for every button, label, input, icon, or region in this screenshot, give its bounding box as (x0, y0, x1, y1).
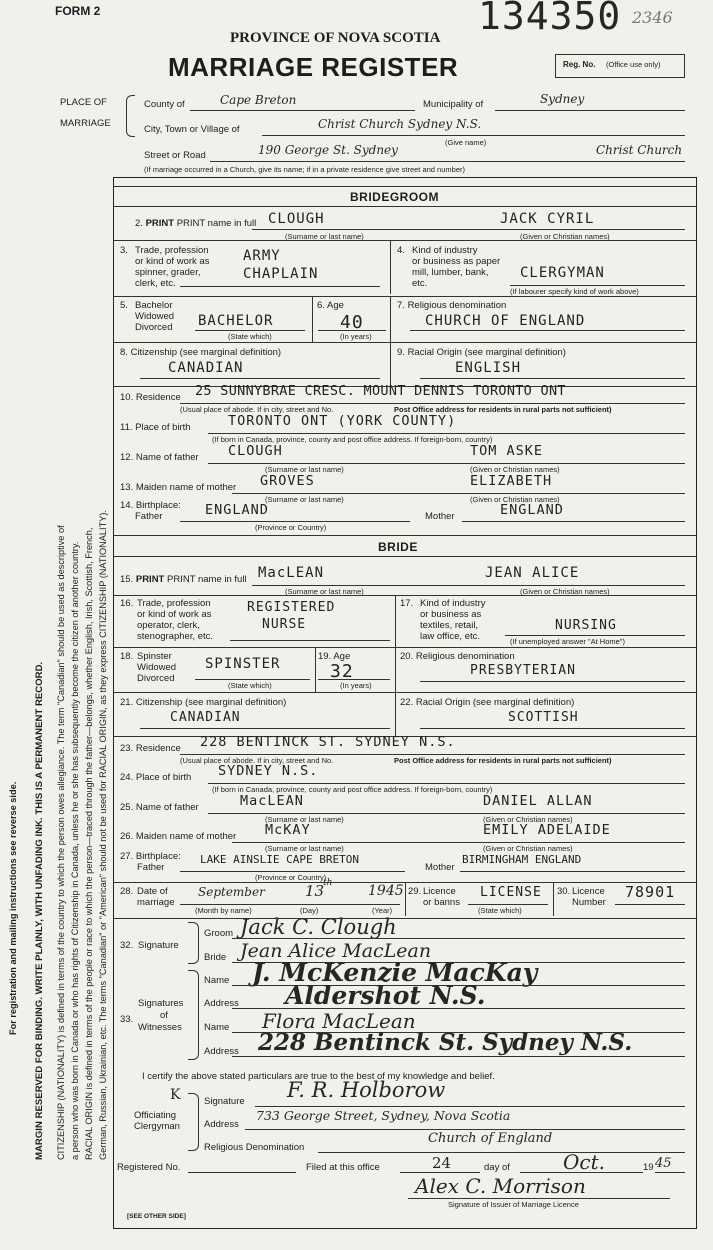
bride-name-label: PRINT name in full (167, 574, 247, 585)
issuer-caption: Signature of Issuer of Marriage Licence (448, 1200, 579, 1209)
groom-mother-bp-line (462, 521, 685, 522)
bride-heading-top-rule (113, 535, 697, 536)
groom-age-caption: (In years) (340, 332, 372, 341)
street-label: Street or Road (144, 150, 206, 161)
groom-racial-origin: ENGLISH (455, 360, 522, 376)
form-label: FORM 2 (55, 4, 101, 18)
groom-age-label: Age (327, 300, 344, 311)
groom-industry-caption: (If labourer specify kind of work above) (510, 287, 639, 296)
groom-trade-label-3: spinner, grader, (135, 267, 201, 278)
groom-mother-given-caption: (Given or Christian names) (470, 495, 560, 504)
groom-given-caption: (Given or Christian names) (520, 232, 610, 241)
bride-status-line (195, 679, 310, 680)
county-line (190, 110, 415, 111)
day-caption: (Day) (300, 906, 319, 915)
bride-industry-label-1: Kind of industry (420, 598, 486, 609)
give-name-caption: (Give name) (445, 138, 487, 147)
groom-industry-label-4: etc. (412, 278, 428, 289)
bride-residence: 228 BENTINCK ST. SYDNEY N.S. (200, 734, 456, 750)
county-label: County of (144, 99, 185, 110)
witness-2-address: 228 Bentinck St. Sydney N.S. (258, 1029, 633, 1056)
bride-trade-1: REGISTERED (247, 600, 336, 615)
filed-year-suffix: 45 (655, 1156, 672, 1171)
bride-trade-label-2: or kind of work as (137, 609, 212, 620)
county-value: Cape Breton (220, 93, 297, 107)
bride-row21-divider (395, 692, 396, 736)
filed-month: Oct. (563, 1150, 605, 1174)
issuer-signature-line (408, 1198, 670, 1199)
bride-birthplace-line (208, 783, 685, 784)
municipality-line (495, 110, 685, 111)
groom-status-label-2: Widowed (135, 311, 175, 322)
clergy-brace (188, 1093, 199, 1151)
groom-industry-label-2: or business as paper (412, 256, 501, 267)
year-caption: (Year) (372, 906, 393, 915)
groom-industry: CLERGYMAN (520, 265, 605, 281)
groom-father-bp-line (180, 521, 410, 522)
licence-type: LICENSE (480, 885, 542, 900)
bride-birthplace-label: Place of birth (135, 772, 192, 783)
bride-father-given-caption: (Given or Christian names) (483, 815, 573, 824)
bride-father-line (208, 813, 685, 814)
w2-name-label: Name (204, 1022, 230, 1033)
filed-day: 24 (432, 1154, 452, 1172)
bride-mother-label: Maiden name of mother (135, 831, 237, 842)
licence-label-2: or banns (423, 897, 460, 908)
bride-mother-given-caption: (Given or Christian names) (483, 844, 573, 853)
bride-province-caption: (Province or Country) (255, 873, 327, 882)
marriage-month: September (198, 885, 265, 899)
groom-residence-caption-2: Post Office address for residents in rural parts not sufficient) (394, 405, 612, 414)
see-other-side: [SEE OTHER SIDE] (127, 1213, 186, 1220)
groom-religion-line (410, 330, 685, 331)
bride-industry-caption: (If unemployed answer "At Home") (510, 637, 625, 646)
reg-no-box (555, 54, 685, 78)
groom-residence-caption-1: (Usual place of abode. If in city, street and No. (180, 405, 334, 414)
marriage-day-suffix: th (323, 878, 333, 888)
side-citizenship-def-2: a person who was born in Canada or who has rights of Citizenship in Canada, unless he or she has subsequently become the citizen of another country. (70, 541, 80, 1160)
groom-signature-line (232, 938, 685, 939)
groom-mother-surname-caption: (Surname or last name) (265, 495, 344, 504)
groom-status-line (195, 330, 305, 331)
place-label-2: MARRIAGE (60, 118, 111, 129)
bride-citizenship: CANADIAN (170, 710, 241, 725)
bride-industry-line (505, 635, 685, 636)
groom-status: BACHELOR (198, 313, 274, 329)
groom-citizenship-label: Citizenship (see marginal definition) (130, 347, 282, 358)
bride-birthplace-caption: (If born in Canada, province, county and post office address. If foreign-born, country) (212, 785, 493, 794)
bride-age-label: Age (333, 651, 351, 662)
groom-citizenship-line (140, 378, 380, 379)
bride-row18-divider-2 (395, 647, 396, 692)
groom-print-label-strong: PRINT (145, 218, 175, 229)
groom-father-given: TOM ASKE (470, 443, 544, 459)
bride-residence-label: Residence (135, 743, 181, 754)
licence-no-label-1: Licence (572, 886, 605, 897)
witness-2-name: Flora MacLean (262, 1009, 416, 1033)
groom-mother-given: ELIZABETH (470, 473, 553, 489)
bride-trade-label-4: stenographer, etc. (137, 631, 214, 642)
year-prefix: 19 (643, 1162, 654, 1173)
clergy-address: 733 George Street, Sydney, Nova Scotia (256, 1108, 511, 1123)
page-title: MARRIAGE REGISTER (168, 52, 459, 82)
bride-trade-2: NURSE (262, 617, 307, 632)
groom-age: 40 (340, 312, 364, 333)
bride-father-surname: MacLEAN (240, 793, 304, 809)
clergy-address-label: Address (204, 1119, 239, 1130)
bride-industry-label-2: or business as (420, 609, 482, 620)
city-line (262, 135, 685, 136)
bride-racial-line (420, 728, 685, 729)
street-line (210, 161, 685, 162)
bridegroom-heading-bottom-rule (113, 206, 697, 207)
bride-mother-surname: McKAY (265, 822, 311, 838)
bride-father-bp-line (180, 871, 405, 872)
groom-name-line (252, 229, 685, 230)
bride-surname: MacLEAN (258, 565, 325, 581)
groom-status-caption: (State which) (228, 332, 272, 341)
bride-status-label-2: Widowed (137, 662, 177, 673)
church-value: Christ Church (596, 143, 683, 157)
rule-after-28 (113, 918, 697, 919)
date-label-1: Date of (137, 886, 168, 897)
bride-racial-label: Racial Origin (see marginal definition) (415, 697, 575, 708)
reg-no-note: (Office use only) (606, 60, 661, 69)
groom-industry-line (510, 285, 685, 286)
bride-status-caption: (State which) (228, 681, 272, 690)
groom-residence-line (180, 403, 685, 404)
row28-divider-2 (553, 882, 554, 916)
groom-trade-label-1: Trade, profession (135, 245, 209, 256)
clergy-denomination-label: Religious Denomination (204, 1142, 305, 1153)
groom-signature: Jack C. Clough (240, 915, 397, 939)
bride-trade-label-1: Trade, profession (137, 598, 211, 609)
groom-father-surname: CLOUGH (228, 443, 283, 459)
bride-age: 32 (330, 661, 354, 682)
groom-trade-label-2: or kind of work as (135, 256, 210, 267)
groom-birthplace: TORONTO ONT (YORK COUNTY) (228, 413, 457, 429)
signature-brace (188, 922, 199, 964)
clergy-address-line (245, 1129, 685, 1130)
groom-status-label-3: Divorced (135, 322, 173, 333)
groom-birthplace-parents-label: Birthplace: (135, 500, 181, 511)
clergy-denomination: Church of England (428, 1131, 553, 1146)
bride-industry-label-4: law office, etc. (420, 631, 481, 642)
witnesses-label-2: of (160, 1010, 168, 1021)
bride-residence-caption-2: Post Office address for residents in rural parts not sufficient) (394, 756, 612, 765)
bride-mother-surname-caption: (Surname or last name) (265, 844, 344, 853)
registration-number-handwritten: 134350 (478, 0, 622, 38)
clergy-denomination-line (318, 1152, 685, 1153)
groom-mother-surname: GROVES (260, 473, 315, 489)
bride-mother-line (232, 842, 685, 843)
bride-father-birthplace: LAKE AINSLIE CAPE BRETON (200, 853, 359, 866)
groom-province-caption: (Province or Country) (255, 523, 327, 532)
licence-number: 78901 (625, 883, 676, 901)
municipality-label: Municipality of (423, 99, 484, 110)
street-value: 190 George St. Sydney (258, 143, 398, 157)
licence-no-label-2: Number (572, 897, 606, 908)
filed-year-line (655, 1172, 685, 1173)
certify-statement: I certify the above stated particulars are true to the best of my knowledge and belief. (142, 1071, 495, 1082)
witnesses-brace (188, 970, 199, 1060)
w1-name-label: Name (204, 975, 230, 986)
bride-age-caption: (In years) (340, 681, 372, 690)
municipality-value: Sydney (540, 92, 585, 106)
bride-racial-origin: SCOTTISH (508, 710, 579, 725)
bride-print-label-strong: PRINT (135, 574, 165, 585)
bride-given-caption: (Given or Christian names) (520, 587, 610, 596)
bride-trade-line (230, 640, 390, 641)
groom-row8-divider (390, 342, 391, 386)
clergy-label-1: Officiating (134, 1110, 177, 1121)
bride-religion-line (420, 681, 685, 682)
registered-no-label: Registered No. (117, 1162, 181, 1173)
bride-status-label-1: Spinster (137, 651, 172, 662)
licence-number-line (615, 904, 685, 905)
province-heading: PROVINCE OF NOVA SCOTIA (230, 30, 441, 46)
rule-after-18 (113, 692, 697, 693)
w1-address-label: Address (204, 998, 239, 1009)
bride-age-line (318, 679, 390, 680)
bridegroom-heading: BRIDEGROOM (350, 190, 439, 204)
groom-mother-line (232, 493, 685, 494)
side-instructions: For registration and mailing instructions see reverse side. (8, 781, 18, 1035)
bride-birthplace-parents-label: Birthplace: (135, 851, 181, 862)
groom-father-birthplace: ENGLAND (205, 502, 269, 518)
witnesses-label-3: Witnesses (138, 1022, 182, 1033)
groom-mother-label: Maiden name of mother (135, 482, 237, 493)
rule-after-16 (113, 647, 697, 648)
bride-trade-label-3: operator, clerk, (137, 620, 200, 631)
bride-religion: PRESBYTERIAN (470, 663, 576, 678)
groom-trade-label-4: clerk, etc. (135, 278, 176, 289)
clergy-signature-line (255, 1106, 685, 1107)
city-value: Christ Church Sydney N.S. (318, 117, 482, 131)
bride-signature: Jean Alice MacLean (240, 940, 432, 962)
bride-father-label: Name of father (135, 802, 199, 813)
bride-heading-bottom-rule (113, 556, 697, 557)
groom-mother-birthplace: ENGLAND (500, 502, 564, 518)
w2-address-label: Address (204, 1046, 239, 1057)
groom-status-label-1: Bachelor (135, 300, 173, 311)
groom-trade-1: ARMY (243, 248, 281, 264)
row28-divider-1 (405, 882, 406, 916)
bride-mother-given: EMILY ADELAIDE (483, 822, 611, 838)
groom-father-bp-label: Father (135, 511, 163, 522)
groom-father-label: Name of father (135, 452, 199, 463)
margin-mark: K (170, 1087, 181, 1103)
month-caption: (Month by name) (195, 906, 252, 915)
groom-residence: 25 SUNNYBRAE CRESC. MOUNT DENNIS TORONTO ONT (195, 383, 566, 399)
licence-type-line (468, 904, 548, 905)
bride-father-surname-caption: (Surname or last name) (265, 815, 344, 824)
bride-industry-label-3: textiles, retail, (420, 620, 479, 631)
rule-after-15 (113, 595, 697, 596)
bride-row16-divider (395, 595, 396, 647)
groom-birthplace-line (208, 433, 685, 434)
groom-trade-2: CHAPLAIN (243, 266, 319, 282)
bride-father-given: DANIEL ALLAN (483, 793, 593, 809)
side-racial-def-1: RACIAL ORIGIN is defined in terms of the people or race to which the person—traced through the father—belongs, whether English, Irish, Scottish, French, (84, 527, 94, 1160)
filed-label: Filed at this office (306, 1162, 380, 1173)
bride-residence-line (180, 754, 685, 755)
marriage-date-line (180, 904, 400, 905)
bride-given: JEAN ALICE (485, 565, 580, 581)
witness-1-address: Aldershot N.S. (285, 981, 486, 1010)
groom-age-line (318, 330, 386, 331)
date-label-2: marriage (137, 897, 175, 908)
groom-given: JACK CYRIL (500, 211, 595, 227)
bride-citizenship-line (140, 728, 390, 729)
licence-label-1: Licence (423, 886, 456, 897)
bride-mother-bp-line (460, 871, 685, 872)
marriage-year: 1945 (368, 883, 404, 899)
side-citizenship-def-1: CITIZENSHIP (NATIONALITY) is defined in terms of the country to which the person owes allegiance. The term "Canadian" should be used as descriptive of (56, 525, 66, 1160)
groom-racial-label: Racial Origin (see marginal definition) (407, 347, 566, 358)
bride-name-line (252, 585, 685, 586)
groom-father-line (208, 463, 685, 464)
groom-trade-line (180, 286, 380, 287)
marriage-day: 13 (305, 882, 325, 900)
groom-signature-label: Groom (204, 928, 234, 939)
groom-surname-caption: (Surname or last name) (285, 232, 364, 241)
bride-mother-birthplace: BIRMINGHAM ENGLAND (462, 853, 582, 866)
bride-father-bp-label: Father (137, 862, 165, 873)
side-margin-note: MARGIN RESERVED FOR BINDING. WRITE PLAINLY, WITH UNFADING INK. THIS IS A PERMANENT RECORD. (34, 661, 45, 1160)
clergy-label-2: Clergyman (134, 1121, 180, 1132)
groom-row5-divider-1 (312, 296, 313, 342)
bridegroom-heading-top-rule (113, 186, 697, 187)
bride-signature-label: Bride (204, 952, 227, 963)
bride-surname-caption: (Surname or last name) (285, 587, 364, 596)
bride-residence-caption-1: (Usual place of abode. If in city, street and No. (180, 756, 334, 765)
bride-status: SPINSTER (205, 656, 281, 672)
groom-row5-divider-2 (390, 296, 391, 342)
groom-religion-label: Religious denomination (407, 300, 507, 311)
place-brace (126, 95, 135, 137)
groom-surname: CLOUGH (268, 211, 325, 227)
clergy-signature: F. R. Holborow (287, 1078, 446, 1102)
groom-birthplace-label: Place of birth (135, 422, 191, 433)
groom-industry-label-1: Kind of industry (412, 245, 478, 256)
side-racial-def-2: German, Russian, Ukrainian, etc. The terms "Canadian" or "American" should not be used for RACIAL ORIGIN, as they express CITIZENSHIP (NATIONALITY). (98, 510, 108, 1160)
groom-name-label: PRINT name in full (176, 218, 257, 229)
witnesses-label-1: Signatures (138, 998, 184, 1009)
clergy-signature-label: Signature (204, 1096, 245, 1107)
registration-number-extra: 2346 (632, 8, 673, 27)
groom-racial-line (420, 378, 685, 379)
rule-after-5 (113, 342, 697, 343)
reg-no-label: Reg. No. (563, 60, 596, 69)
groom-birthplace-caption: (If born in Canada, province, county and post office address. If foreign-born, country) (212, 435, 493, 444)
filed-month-line (520, 1172, 643, 1173)
bride-row18-divider-1 (315, 647, 316, 692)
groom-citizenship: CANADIAN (168, 360, 244, 376)
issuer-signature: Alex C. Morrison (415, 1174, 586, 1198)
rule-after-2 (113, 240, 697, 241)
registered-no-line (188, 1172, 296, 1173)
filed-day-line (400, 1172, 480, 1173)
city-label: City, Town or Village of (144, 124, 240, 135)
bride-birthplace: SYDNEY N.S. (218, 763, 319, 779)
groom-mother-bp-label: Mother (425, 511, 455, 522)
bride-religion-label: Religious denomination (415, 651, 515, 662)
signature-label: Signature (138, 940, 179, 951)
place-note: (If marriage occurred in a Church, give its name; if in a private residence give street and number) (144, 165, 465, 174)
bride-status-label-3: Divorced (137, 673, 175, 684)
groom-father-surname-caption: (Surname or last name) (265, 465, 344, 474)
rule-after-3 (113, 296, 697, 297)
groom-religion: CHURCH OF ENGLAND (425, 313, 586, 329)
groom-residence-label: Residence (135, 392, 181, 403)
groom-industry-label-3: mill, lumber, bank, (412, 267, 489, 278)
groom-father-given-caption: (Given or Christian names) (470, 465, 560, 474)
day-of-label: day of (484, 1162, 510, 1173)
place-label-1: PLACE OF (60, 97, 107, 108)
licence-state-caption: (State which) (478, 906, 522, 915)
bride-industry: NURSING (555, 618, 617, 633)
witness-1-name: J. McKenzie MacKay (252, 958, 538, 987)
w2-address-line (232, 1056, 685, 1057)
bride-citizenship-label: Citizenship (see marginal definition) (135, 697, 287, 708)
groom-row3-divider (390, 240, 391, 294)
bride-heading: BRIDE (378, 540, 418, 554)
bride-mother-bp-label: Mother (425, 862, 455, 873)
